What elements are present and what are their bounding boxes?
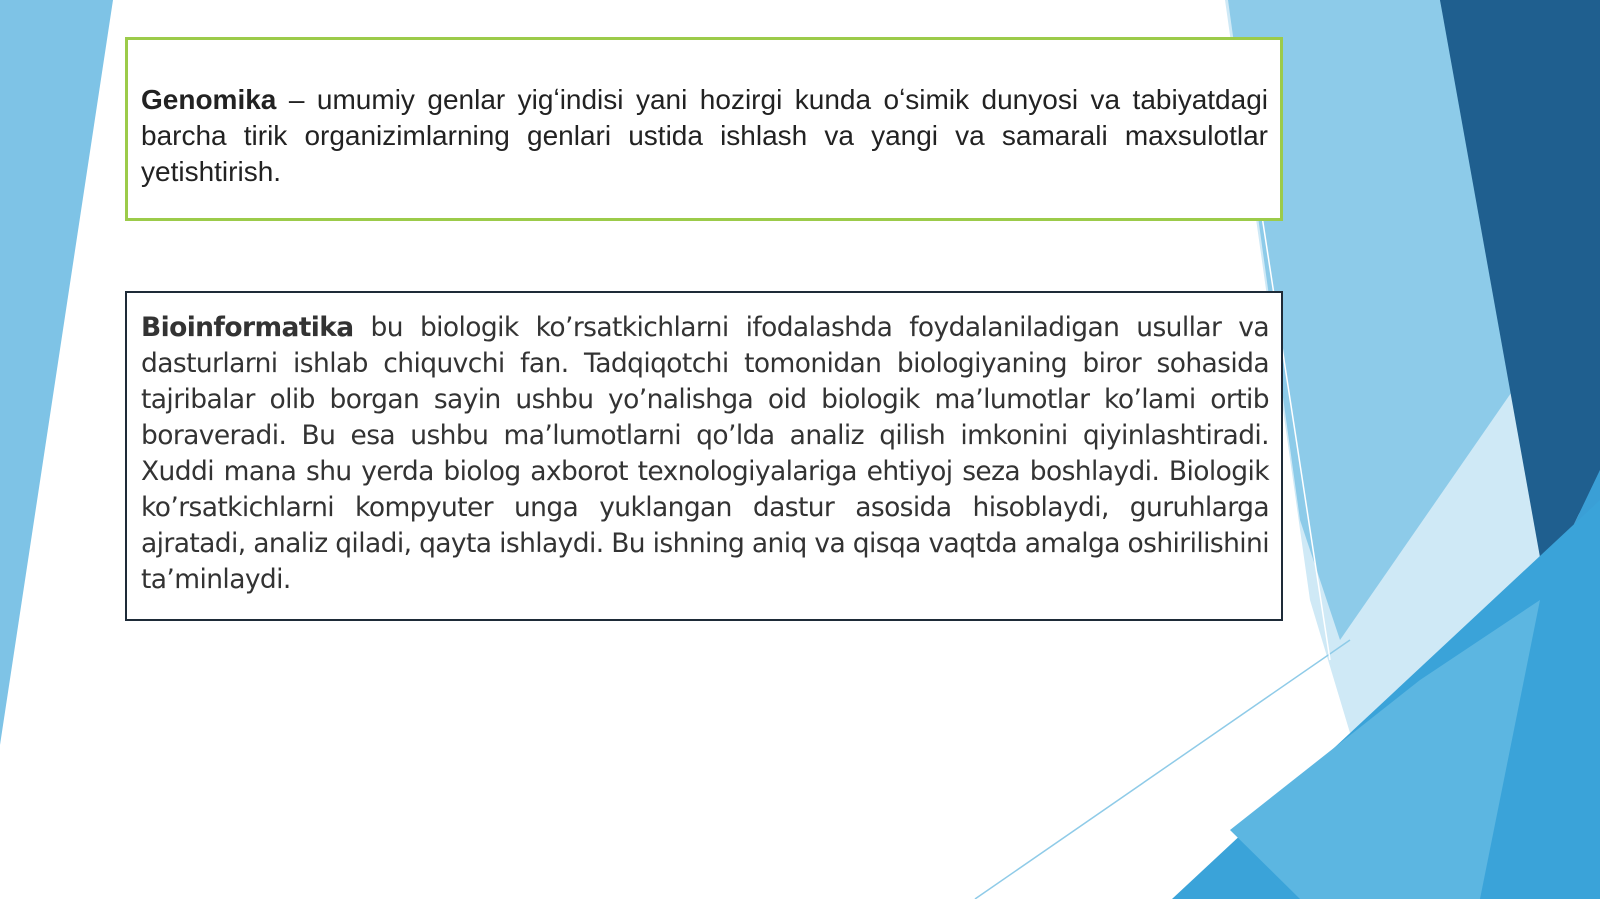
bioinformatika-term: Bioinformatika <box>141 312 354 343</box>
genomika-definition-box <box>125 37 1283 221</box>
bioinformatika-definition-box <box>125 291 1283 621</box>
genomika-term: Genomika <box>141 84 277 115</box>
genomika-paragraph <box>141 82 1268 190</box>
genomika-definition: – umumiy genlar yigʻindisi yani hozirgi kunda oʻsimik dunyosi va tabiyatdagi barcha tirik organizimlarning genlari ustida ishlash va yangi va samarali maxsulotlar yetishtirish. <box>141 84 1268 187</box>
bioinformatika-definition: bu biologik ko’rsatkichlarni ifodalashda foydalaniladigan usullar va dasturlarni ishlab chiquvchi fan. Tadqiqotchi tomonidan biologiyaning biror sohasida tajribalar olib borgan sayin ushbu yo’nalishga oid biologik ma’lumotlar ko’lami ortib boraveradi. Bu esa ushbu ma’lumotlarni qo’lda analiz qilish imkonini qiyinlashtiradi. Xuddi mana shu yerda biolog axborot texnologiyalariga ehtiyoj seza boshlaydi. Biologik ko’rsatkichlarni kompyuter unga yuklangan dastur asosida hisoblaydi, guruhlarga ajratadi, analiz qiladi, qayta ishlaydi. Bu ishning aniq va qisqa vaqtda amalga oshirilishini ta’minlaydi. <box>141 312 1269 595</box>
bioinformatika-paragraph <box>141 310 1269 598</box>
